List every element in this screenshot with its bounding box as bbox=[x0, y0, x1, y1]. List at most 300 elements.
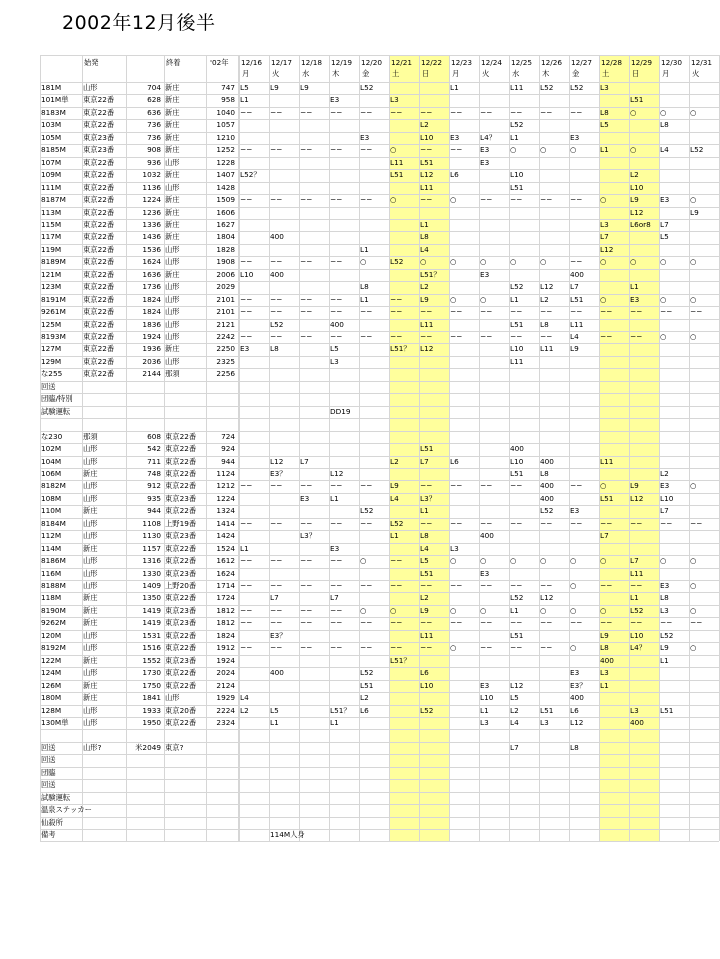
cell-value: ○ bbox=[660, 107, 667, 117]
cell-value: L10 bbox=[420, 132, 434, 142]
cell-value: L11 bbox=[570, 319, 584, 329]
row-from: 那須 bbox=[83, 431, 98, 441]
cell-value: L2 bbox=[390, 456, 399, 466]
row-id: 129M bbox=[41, 356, 62, 366]
row-arr: 1804 bbox=[216, 232, 235, 242]
cell-value: −− bbox=[420, 481, 433, 491]
header-date: 12/24 bbox=[481, 58, 503, 67]
row-id: 113M bbox=[41, 207, 62, 217]
row-from: 新庄 bbox=[83, 693, 98, 703]
row-dep: 1824 bbox=[142, 294, 161, 304]
cell-value: L5 bbox=[270, 705, 279, 715]
row-dep: 1730 bbox=[142, 668, 161, 678]
cell-value: −− bbox=[330, 556, 343, 566]
cell-value: ○ bbox=[690, 257, 697, 267]
cell-value: L2 bbox=[660, 468, 669, 478]
cell-value: −− bbox=[480, 332, 493, 341]
row-dep: 1330 bbox=[142, 568, 161, 578]
cell-value: L10 bbox=[660, 493, 674, 503]
header-weekday: 金 bbox=[362, 69, 370, 78]
row-from: 山形 bbox=[83, 630, 98, 640]
cell-value: −− bbox=[390, 107, 403, 117]
cell-value: L11 bbox=[600, 456, 614, 466]
cell-value: L51 bbox=[510, 182, 524, 192]
row-from: 東京22番 bbox=[83, 332, 115, 341]
row-dep: 1824 bbox=[142, 307, 161, 317]
header-date: 12/27 bbox=[571, 58, 593, 67]
row-from: 山形 bbox=[83, 668, 98, 678]
row-from: 山形 bbox=[83, 493, 98, 503]
row-dep: 1531 bbox=[142, 630, 161, 640]
row-to: 新庄 bbox=[165, 269, 180, 279]
row-id: 8190M bbox=[41, 605, 66, 615]
cell-value: L52 bbox=[540, 506, 554, 516]
row-id: 130M単 bbox=[41, 717, 69, 727]
cell-value: E3 bbox=[480, 680, 490, 690]
row-to: 山形 bbox=[165, 319, 180, 329]
cell-value: L5 bbox=[600, 120, 609, 130]
row-to: 東京23番 bbox=[165, 568, 197, 578]
row-id: 124M bbox=[41, 668, 62, 678]
header-weekday: 火 bbox=[272, 69, 280, 78]
row-arr: 1124 bbox=[216, 468, 235, 478]
cell-value: L3 bbox=[630, 705, 639, 715]
row-id: 9262M bbox=[41, 618, 66, 628]
cell-value: −− bbox=[300, 556, 313, 566]
cell-value: −− bbox=[240, 618, 253, 628]
cell-value: L4 bbox=[240, 693, 249, 703]
row-arr: 2224 bbox=[216, 705, 235, 715]
cell-value: −− bbox=[570, 107, 583, 117]
row-id: 128M bbox=[41, 705, 62, 715]
cell-value: L52 bbox=[510, 120, 524, 130]
row-id: 116M bbox=[41, 568, 62, 578]
row-dep: 704 bbox=[147, 83, 161, 92]
cell-value: L8 bbox=[600, 643, 609, 653]
cell-value: L2 bbox=[240, 705, 249, 715]
cell-value: ○ bbox=[660, 294, 667, 304]
cell-value: L1 bbox=[420, 219, 429, 229]
row-from: 東京23番 bbox=[83, 145, 115, 155]
cell-value: L8 bbox=[600, 107, 609, 117]
cell-value: ○ bbox=[420, 257, 427, 267]
row-to: 山形 bbox=[165, 307, 180, 317]
row-id: 8193M bbox=[41, 332, 66, 341]
row-dep: 908 bbox=[147, 145, 161, 155]
cell-value: ○ bbox=[690, 195, 697, 205]
row-from: 東京22番 bbox=[83, 257, 115, 267]
row-to: 東京22番 bbox=[165, 468, 197, 478]
row-arr: 2101 bbox=[216, 307, 235, 317]
row-arr: 1252 bbox=[216, 145, 235, 155]
cell-value: −− bbox=[300, 145, 313, 155]
cell-value: L52 bbox=[510, 282, 524, 292]
cell-value: −− bbox=[330, 643, 343, 653]
row-id: 8182M bbox=[41, 481, 66, 491]
cell-value: −− bbox=[450, 107, 463, 117]
cell-value: −− bbox=[540, 518, 553, 528]
row-to: 那須 bbox=[165, 369, 180, 379]
cell-value: L11 bbox=[390, 157, 404, 167]
cell-value: L10 bbox=[510, 170, 524, 180]
cell-value: ○ bbox=[510, 257, 517, 267]
row-id: 団臨 bbox=[41, 767, 56, 777]
cell-value: L7 bbox=[600, 232, 609, 242]
row-arr: 1428 bbox=[216, 182, 235, 192]
cell-value: L1 bbox=[600, 145, 609, 155]
cell-value: ○ bbox=[600, 294, 607, 304]
row-dep: 944 bbox=[147, 506, 161, 516]
cell-value: −− bbox=[480, 107, 493, 117]
cell-value: −− bbox=[540, 307, 553, 317]
cell-value: ○ bbox=[660, 332, 667, 341]
row-to: 東京22番 bbox=[165, 481, 197, 491]
cell-value: −− bbox=[540, 195, 553, 205]
row-id: 9261M bbox=[41, 307, 66, 317]
cell-value: L1 bbox=[420, 506, 429, 516]
row-to: 東京22番 bbox=[165, 630, 197, 640]
row-to: 山形 bbox=[165, 693, 180, 703]
cell-value: L10 bbox=[480, 693, 494, 703]
cell-value: L5 bbox=[420, 556, 429, 566]
row-to: 新庄 bbox=[165, 120, 180, 130]
header-year: '02年 bbox=[210, 58, 229, 67]
header-date: 12/28 bbox=[601, 58, 623, 67]
cell-value: L1 bbox=[660, 655, 669, 665]
row-to: 東京22番 bbox=[165, 543, 197, 553]
row-to: 山形 bbox=[165, 356, 180, 366]
cell-value: L9 bbox=[420, 294, 429, 304]
row-id: 118M bbox=[41, 593, 62, 603]
cell-value: L3？ bbox=[300, 531, 317, 541]
row-id: 103M bbox=[41, 120, 62, 130]
page-title: 2002年12月後半 bbox=[62, 12, 216, 34]
row-from: 新庄 bbox=[83, 543, 98, 553]
row-dep: 1419 bbox=[142, 605, 161, 615]
row-to: 東京23番 bbox=[165, 618, 197, 628]
row-from: 東京22番 bbox=[83, 356, 115, 366]
cell-value: ○ bbox=[660, 556, 667, 566]
row-id: 123M bbox=[41, 282, 62, 292]
cell-value: −− bbox=[390, 294, 403, 304]
cell-value: L51？ bbox=[390, 344, 411, 354]
cell-value: ○ bbox=[690, 605, 697, 615]
row-from: 東京22番 bbox=[83, 294, 115, 304]
row-id: 115M bbox=[41, 219, 62, 229]
row-id: 8187M bbox=[41, 195, 66, 205]
cell-value: −− bbox=[300, 518, 313, 528]
cell-value: −− bbox=[390, 618, 403, 628]
cell-value: L8 bbox=[540, 319, 549, 329]
grid-hline bbox=[40, 804, 719, 805]
row-arr: 1040 bbox=[216, 107, 235, 117]
cell-value: −− bbox=[240, 581, 253, 590]
row-arr: 1924 bbox=[216, 655, 235, 665]
cell-value: ○ bbox=[630, 257, 637, 267]
cell-value: E3 bbox=[450, 132, 460, 142]
cell-value: L9 bbox=[600, 630, 609, 640]
row-to: 山形 bbox=[165, 257, 180, 267]
cell-value: L6 bbox=[450, 170, 459, 180]
header-date: 12/26 bbox=[541, 58, 563, 67]
row-to: 新庄 bbox=[165, 83, 180, 92]
row-arr: 1627 bbox=[216, 219, 235, 229]
row-to: 山形 bbox=[165, 244, 180, 254]
row-id: 106M bbox=[41, 468, 62, 478]
cell-value: L11 bbox=[420, 630, 434, 640]
row-dep: 711 bbox=[147, 456, 161, 466]
cell-value: −− bbox=[450, 618, 463, 628]
cell-value: −− bbox=[480, 195, 493, 205]
cell-value: −− bbox=[480, 618, 493, 628]
row-dep: 1336 bbox=[142, 219, 161, 229]
cell-value: L5 bbox=[330, 344, 339, 354]
row-arr: 1812 bbox=[216, 605, 235, 615]
row-id: 119M bbox=[41, 244, 62, 254]
row-id: 回送 bbox=[41, 381, 56, 391]
cell-value: L1 bbox=[360, 244, 369, 254]
cell-value: L52 bbox=[360, 506, 374, 516]
row-to: 東京22番 bbox=[165, 456, 197, 466]
cell-value: −− bbox=[420, 581, 433, 590]
cell-value: −− bbox=[270, 257, 283, 267]
row-from: 東京22番 bbox=[83, 307, 115, 317]
row-arr: 2256 bbox=[216, 369, 235, 379]
cell-value: −− bbox=[570, 257, 583, 267]
cell-value: −− bbox=[480, 643, 493, 653]
cell-value: ○ bbox=[360, 605, 367, 615]
header-weekday: 金 bbox=[572, 69, 580, 78]
cell-value: −− bbox=[240, 605, 253, 615]
header-weekday: 水 bbox=[302, 69, 310, 78]
grid-hline bbox=[40, 829, 719, 830]
row-to: 東京22番 bbox=[165, 717, 197, 727]
cell-value: L6 bbox=[420, 668, 429, 678]
cell-value: L7 bbox=[570, 282, 579, 292]
row-arr: 1624 bbox=[216, 568, 235, 578]
cell-value: L2 bbox=[510, 705, 519, 715]
cell-value: L6 bbox=[570, 705, 579, 715]
cell-value: L52 bbox=[390, 518, 404, 528]
row-from: 東京22番 bbox=[83, 369, 115, 379]
cell-value: −− bbox=[420, 618, 433, 628]
row-to: 東京22番 bbox=[165, 556, 197, 566]
cell-value: −− bbox=[360, 481, 373, 491]
cell-value: −− bbox=[330, 605, 343, 615]
row-from: 東京22番 bbox=[83, 232, 115, 242]
cell-value: −− bbox=[300, 107, 313, 117]
cell-value: −− bbox=[690, 307, 703, 317]
cell-value: −− bbox=[450, 581, 463, 590]
row-id: 回送 bbox=[41, 755, 56, 765]
cell-value: L4 bbox=[510, 717, 519, 727]
header-date: 12/21 bbox=[391, 58, 413, 67]
header-weekday: 木 bbox=[542, 69, 550, 78]
row-from: 新庄 bbox=[83, 468, 98, 478]
row-from: 山形? bbox=[83, 742, 102, 752]
cell-value: L11 bbox=[630, 568, 644, 578]
row-from: 東京22番 bbox=[83, 95, 115, 105]
cell-value: L51？ bbox=[390, 655, 411, 665]
cell-value: ○ bbox=[660, 257, 667, 267]
cell-value: −− bbox=[240, 518, 253, 528]
cell-value: L52 bbox=[570, 83, 584, 92]
cell-value: −− bbox=[300, 332, 313, 341]
row-id: 109M bbox=[41, 170, 62, 180]
cell-value: L5 bbox=[240, 83, 249, 92]
row-from: 東京22番 bbox=[83, 170, 115, 180]
grid-hline bbox=[40, 792, 719, 793]
cell-value: L1 bbox=[510, 294, 519, 304]
row-from: 東京22番 bbox=[83, 344, 115, 354]
header-date: 12/31 bbox=[691, 58, 713, 67]
cell-value: −− bbox=[240, 307, 253, 317]
row-id: 試験運転 bbox=[41, 792, 71, 802]
cell-value: −− bbox=[450, 307, 463, 317]
cell-value: L2 bbox=[360, 693, 369, 703]
row-id: 8186M bbox=[41, 556, 66, 566]
cell-value: L52 bbox=[390, 257, 404, 267]
cell-value: ○ bbox=[600, 605, 607, 615]
cell-value: L1 bbox=[330, 493, 339, 503]
cell-value: −− bbox=[270, 294, 283, 304]
row-dep: 736 bbox=[147, 120, 161, 130]
cell-value: L3 bbox=[660, 605, 669, 615]
cell-value: −− bbox=[240, 643, 253, 653]
row-arr: 1414 bbox=[216, 518, 235, 528]
cell-value: −− bbox=[300, 481, 313, 491]
row-to: 新庄 bbox=[165, 207, 180, 217]
row-from: 東京22番 bbox=[83, 269, 115, 279]
row-from: 山形 bbox=[83, 518, 98, 528]
cell-value: −− bbox=[600, 618, 613, 628]
row-arr: 944 bbox=[221, 456, 235, 466]
grid-hline bbox=[40, 754, 719, 755]
cell-value: ○ bbox=[630, 107, 637, 117]
cell-value: L10 bbox=[630, 182, 644, 192]
cell-value: E3？ bbox=[270, 468, 287, 478]
cell-value: −− bbox=[450, 481, 463, 491]
cell-value: L4 bbox=[420, 244, 429, 254]
cell-value: L52 bbox=[360, 668, 374, 678]
row-id: 102M bbox=[41, 444, 62, 454]
cell-value: E3？ bbox=[570, 680, 587, 690]
row-dep: 1224 bbox=[142, 195, 161, 205]
cell-value: 400 bbox=[270, 232, 284, 242]
row-dep: 935 bbox=[147, 493, 161, 503]
cell-value: E3 bbox=[630, 294, 640, 304]
cell-value: L8 bbox=[270, 344, 279, 354]
cell-value: L9 bbox=[420, 605, 429, 615]
row-to: 新庄 bbox=[165, 195, 180, 205]
row-to: 東京22番 bbox=[165, 431, 197, 441]
cell-value: ○ bbox=[600, 257, 607, 267]
cell-value: E3 bbox=[330, 543, 340, 553]
row-arr: 1912 bbox=[216, 643, 235, 653]
row-to: 東京23番 bbox=[165, 655, 197, 665]
cell-value: L5 bbox=[510, 693, 519, 703]
cell-value: 400 bbox=[480, 531, 494, 541]
header-weekday: 月 bbox=[242, 69, 250, 78]
cell-value: −− bbox=[360, 581, 373, 590]
cell-value: E3 bbox=[660, 195, 670, 205]
cell-value: −− bbox=[390, 643, 403, 653]
cell-value: E3 bbox=[480, 568, 490, 578]
cell-value: −− bbox=[420, 195, 433, 205]
cell-value: L52 bbox=[630, 605, 644, 615]
row-from: 山形 bbox=[83, 556, 98, 566]
cell-value: −− bbox=[570, 481, 583, 491]
row-dep: 1750 bbox=[142, 680, 161, 690]
cell-value: 400 bbox=[600, 655, 614, 665]
cell-value: L2 bbox=[420, 120, 429, 130]
row-arr: 1612 bbox=[216, 556, 235, 566]
cell-value: ○ bbox=[570, 581, 577, 590]
row-from: 山形 bbox=[83, 581, 98, 590]
row-arr: 2029 bbox=[216, 282, 235, 292]
cell-value: ○ bbox=[480, 605, 487, 615]
cell-value: E3 bbox=[480, 145, 490, 155]
row-to: 東京22番 bbox=[165, 643, 197, 653]
cell-value: L7 bbox=[510, 742, 519, 752]
cell-value: ○ bbox=[570, 605, 577, 615]
row-from: 山形 bbox=[83, 456, 98, 466]
header-weekday: 月 bbox=[452, 69, 460, 78]
cell-value: −− bbox=[330, 332, 343, 341]
row-id: 114M bbox=[41, 543, 62, 553]
row-id: 117M bbox=[41, 232, 62, 242]
cell-value: ○ bbox=[480, 556, 487, 566]
row-to: 新庄 bbox=[165, 132, 180, 142]
cell-value: L51 bbox=[510, 630, 524, 640]
row-arr: 1908 bbox=[216, 257, 235, 267]
cell-value: L2 bbox=[540, 294, 549, 304]
row-to: 上野19番 bbox=[165, 518, 197, 528]
row-dep: 1933 bbox=[142, 705, 161, 715]
cell-value: −− bbox=[270, 195, 283, 205]
cell-value: −− bbox=[630, 518, 643, 528]
cell-value: −− bbox=[420, 332, 433, 341]
cell-value: −− bbox=[270, 518, 283, 528]
cell-value: L9 bbox=[390, 481, 399, 491]
cell-value: −− bbox=[630, 618, 643, 628]
cell-value: −− bbox=[240, 257, 253, 267]
row-dep: 1409 bbox=[142, 581, 161, 590]
cell-value: −− bbox=[630, 581, 643, 590]
cell-value: L8 bbox=[360, 282, 369, 292]
header-date: 12/23 bbox=[451, 58, 473, 67]
header-date: 12/17 bbox=[271, 58, 293, 67]
header-weekday: 土 bbox=[392, 69, 400, 78]
row-arr: 2006 bbox=[216, 269, 235, 279]
row-from: 山形 bbox=[83, 717, 98, 727]
cell-value: −− bbox=[510, 195, 523, 205]
row-id: 120M bbox=[41, 630, 62, 640]
cell-value: −− bbox=[570, 518, 583, 528]
header-start: 始発 bbox=[84, 58, 99, 67]
cell-value: L11 bbox=[420, 182, 434, 192]
row-arr: 1424 bbox=[216, 531, 235, 541]
header-weekday: 月 bbox=[662, 69, 670, 78]
cell-value: −− bbox=[510, 518, 523, 528]
row-arr: 2250 bbox=[216, 344, 235, 354]
cell-value: L52 bbox=[360, 83, 374, 92]
cell-value: −− bbox=[570, 307, 583, 317]
cell-value: ○ bbox=[390, 145, 397, 155]
cell-value: ○ bbox=[690, 107, 697, 117]
weekend-highlight bbox=[599, 55, 629, 841]
row-dep: 1108 bbox=[142, 518, 161, 528]
